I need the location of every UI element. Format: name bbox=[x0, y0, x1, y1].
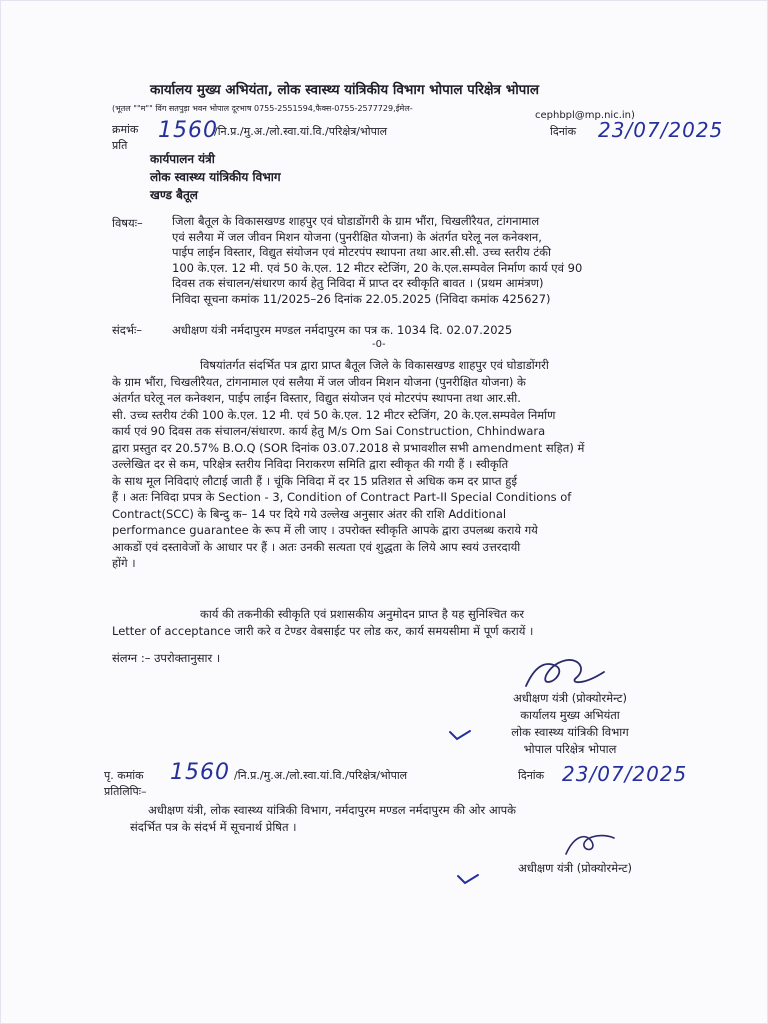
addressee-line: खण्ड बैतूल bbox=[150, 188, 198, 202]
signatory-region: भोपाल परिक्षेत्र भोपाल bbox=[523, 742, 617, 756]
date-label-2: दिनांक bbox=[518, 769, 545, 782]
body-line: कार्य एवं 90 दिवस तक संचालन/संधारण. कार्य हेतु M/s Om Sai Construction, Chhindwara bbox=[112, 424, 546, 438]
copy-to-line: संदर्भित पत्र के संदर्भ में सूचनार्थ प्रेषित । bbox=[130, 819, 297, 834]
signature-block-2: अधीक्षण यंत्री (प्रोक्योरमेन्ट) bbox=[518, 861, 632, 875]
signatory-designation: अधीक्षण यंत्री (प्रोक्योरमेन्ट) bbox=[513, 691, 627, 705]
subject-line: पाईप लाईन विस्तार, विद्युत संयोजन एवं मोटरपंप स्थापना तथा आर.सी.सी. उच्च स्तरीय टंकी bbox=[172, 245, 551, 259]
subject-line: 100 के.एल. 12 मी. एवं 50 के.एल. 12 मीटर स्टेजिंग, 20 के.एल.सम्पवेल निर्माण कार्य एवं 90 bbox=[172, 260, 583, 275]
signatory-department: लोक स्वास्थ्य यांत्रिकी विभाग bbox=[511, 725, 629, 739]
addressee-block bbox=[150, 150, 281, 204]
office-email: cephbpl@mp.nic.in) bbox=[535, 110, 635, 121]
body-line: performance guarantee के रूप में ली जाए । उपरोक्त स्वीकृति आपके द्वारा उपलब्ध कराये गये bbox=[112, 523, 538, 537]
kramank-label: क्रमांक bbox=[112, 123, 139, 136]
subject-line: जिला बैतूल के विकासखण्ड शाहपुर एवं घोडाडोंगरी के ग्राम भौंरा, चिखलीरैयत, टांगनामाल bbox=[172, 214, 540, 228]
reference-code: /नि.प्र./मु.अ./लो.स्वा.यां.वि./परिक्षेत्र/भोपाल bbox=[214, 125, 388, 138]
handwritten-letter-number-2: 1560 bbox=[170, 760, 230, 785]
addressee-line: कार्यपालन यंत्री bbox=[150, 152, 215, 166]
handwritten-letter-number: 1560 bbox=[158, 118, 218, 143]
body-line: अंतर्गत घरेलू नल कनेक्शन, पाईप लाईन विस्तार, विद्युत संयोजन एवं मोटरपंप स्थापना तथा आर.सी. bbox=[112, 391, 521, 405]
reference-code-2: /नि.प्र./मु.अ./लो.स्वा.यां.वि./परिक्षेत्र/भोपाल bbox=[234, 769, 408, 782]
body-line: विषयांतर्गत संदर्भित पत्र द्वारा प्राप्त बैतूल जिले के विकासखण्ड शाहपुर एवं घोडाडोंगरी bbox=[200, 358, 549, 372]
body-line: Letter of acceptance जारी करे व टेण्डर वेबसाईट पर लोड कर, कार्य समयसीमा में पूर्ण करायें । bbox=[112, 623, 534, 638]
office-address-line: (भूतल ""म"" विंग सतपुड़ा भवन भोपाल दूरभाष 0755-2551594,फैक्स-0755-2577729,ईमेल- bbox=[112, 104, 413, 113]
body-line: के ग्राम भौंरा, चिखलीरैयत, टांगनामाल एवं सलैया में जल जीवन मिशन योजना (पुनरीक्षित योजना) के bbox=[112, 374, 526, 389]
body-line: होंगे । bbox=[112, 556, 136, 570]
signature-block-1 bbox=[470, 690, 670, 758]
addressee-line: लोक स्वास्थ्य यांत्रिकीय विभाग bbox=[150, 170, 281, 184]
initial-tick-mark bbox=[448, 728, 472, 742]
pr-kramank-label: पृ. कमांक bbox=[104, 769, 144, 782]
signature-scribble-2 bbox=[560, 826, 620, 862]
signatory-office: कार्यालय मुख्य अभियंता bbox=[520, 708, 620, 722]
subject-line: निविदा सूचना कमांक 11/2025–26 दिनांक 22.05.2025 (निविदा कमांक 425627) bbox=[172, 291, 551, 306]
pratilipi-label: प्रतिलिपिः– bbox=[104, 785, 147, 798]
date-label: दिनांक bbox=[550, 125, 577, 138]
body-line: द्वारा प्रस्तुत दर 20.57% B.O.Q (SOR दिनांक 03.07.2018 से प्रभावशील सभी amendment सहित) में bbox=[112, 440, 585, 455]
sandarbh-text: अधीक्षण यंत्री नर्मदापुरम मण्डल नर्मदापुरम का पत्र क. 1034 दि. 02.07.2025 bbox=[172, 323, 513, 337]
enclosure-note: संलग्न :– उपरोक्तानुसार । bbox=[112, 651, 221, 665]
handwritten-date-2: 23/07/2025 bbox=[562, 762, 688, 786]
prati-label: प्रति bbox=[112, 139, 128, 152]
body-paragraph-1 bbox=[112, 357, 658, 572]
body-line: हैं । अतः निविदा प्रपत्र के Section - 3, Condition of Contract Part-II Special Conditions of bbox=[112, 490, 572, 504]
body-line: उल्लेखित दर से कम, परिक्षेत्र स्तरीय निविदा निराकरण समिति द्वारा स्वीकृत की गयी हैं । स्वीकृति bbox=[112, 457, 509, 471]
subject-line: एवं सलैया में जल जीवन मिशन योजना (पुनरीक्षित योजना) के अंतर्गत घरेलू नल कनेक्शन, bbox=[172, 229, 542, 244]
subject-line: दिवस तक संचालन/संधारण कार्य हेतु निविदा में प्राप्त दर स्वीकृति बावत । (प्रथम आमंत्रण) bbox=[172, 276, 544, 290]
body-line: के साथ मूल निविदाएं लौटाई जाती हैं । चूंकि निविदा में दर 15 प्रतिशत से अधिक कम दर प्राप्त हुई bbox=[112, 473, 517, 488]
body-line: सी. उच्च स्तरीय टंकी 100 के.एल. 12 मी. एवं 50 के.एल. 12 मीटर स्टेजिंग, 20 के.एल.सम्पवेल निर्माण bbox=[112, 407, 556, 422]
body-paragraph-2 bbox=[112, 606, 658, 639]
body-line: आकडों एवं दस्तावेजों के आधार पर हैं । अतः उनकी सत्यता एवं शुद्धता के लिये आप स्वयं उत्तरदायी bbox=[112, 539, 521, 554]
handwritten-date: 23/07/2025 bbox=[598, 118, 724, 142]
initial-tick-mark-2 bbox=[456, 872, 480, 886]
copy-to-line: अधीक्षण यंत्री, लोक स्वास्थ्य यांत्रिकी विभाग, नर्मदापुरम मण्डल नर्मदापुरम की ओर आपके bbox=[148, 803, 517, 817]
subject-label: विषयः– bbox=[112, 216, 143, 230]
divider-mark: -0- bbox=[372, 339, 386, 350]
body-line: कार्य की तकनीकी स्वीकृति एवं प्रशासकीय अनुमोदन प्राप्त है यह सुनिश्चित कर bbox=[200, 607, 525, 621]
office-title: कार्यालय मुख्य अभियंता, लोक स्वास्थ्य यांत्रिकीय विभाग भोपाल परिक्षेत्र भोपाल bbox=[150, 82, 540, 98]
body-line: Contract(SCC) के बिन्दु क– 14 पर दिये गये उल्लेख अनुसार अंतर की राशि Additional bbox=[112, 506, 507, 521]
subject-text bbox=[172, 214, 662, 307]
sandarbh-label: संदर्भः– bbox=[112, 323, 143, 337]
